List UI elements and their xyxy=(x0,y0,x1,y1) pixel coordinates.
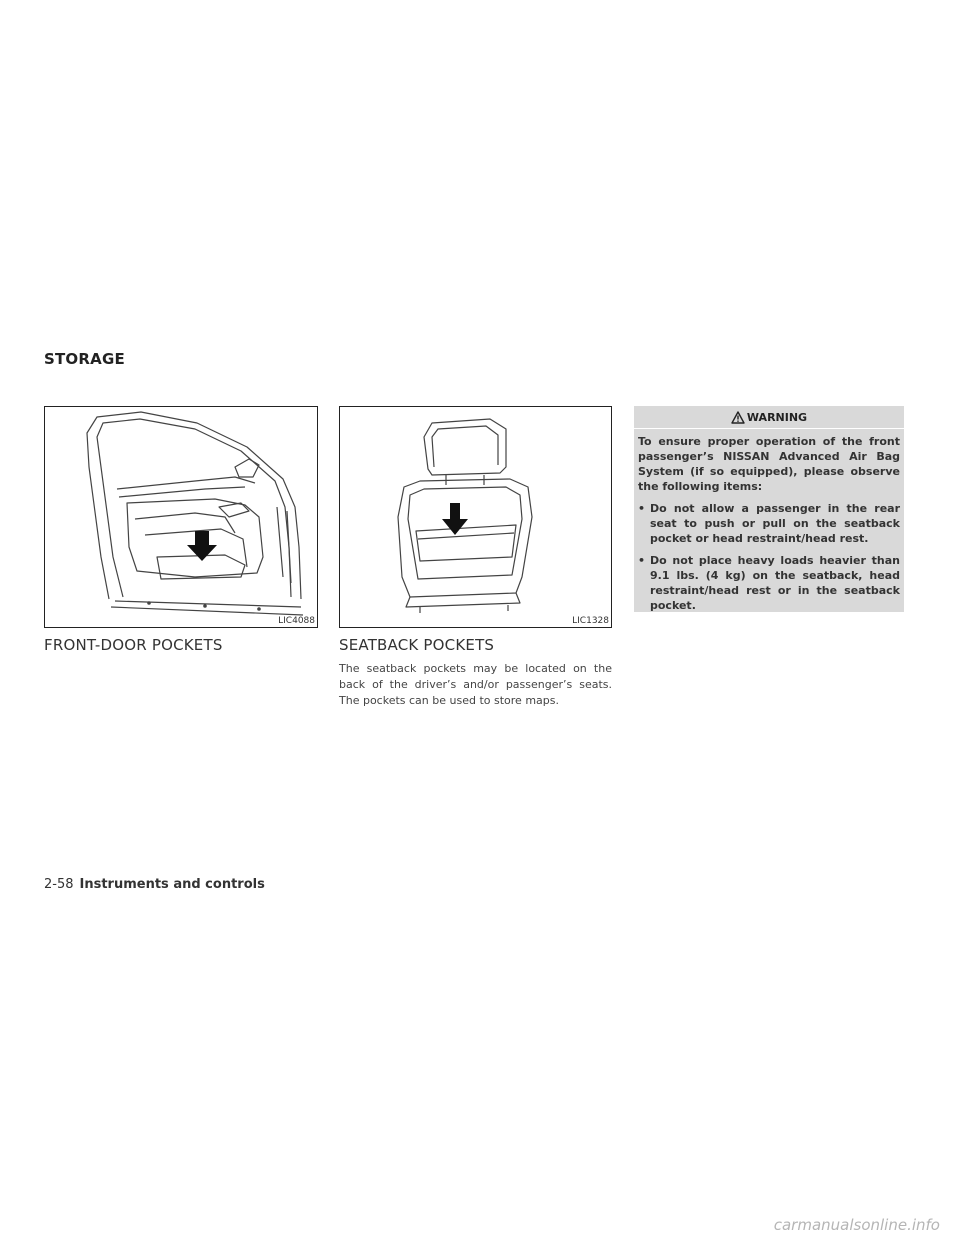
watermark: carmanualsonline.info xyxy=(773,1216,940,1234)
seatback-pockets-body: The seatback pockets may be located on the back of the driver’s and/or passenger’s seats. The pockets can be used to store maps. xyxy=(339,662,612,707)
chapter-title: Instruments and controls xyxy=(79,877,265,892)
page-number: 2-58 xyxy=(44,877,74,892)
figure-code: LIC4088 xyxy=(278,616,315,626)
front-door-pocket-illustration xyxy=(45,407,317,627)
figure-code: LIC1328 xyxy=(572,616,609,626)
warning-header xyxy=(634,406,904,429)
list-item: • Do not place heavy loads heavier than 9.1 lbs. (4 kg) on the seatback, head restraint/head rest or in the seatback pocket. xyxy=(638,554,900,612)
warning-list xyxy=(638,501,900,613)
front-door-figure xyxy=(44,406,318,628)
bullet-icon: • xyxy=(638,502,646,515)
bullet-icon: • xyxy=(638,554,646,567)
list-item: • Do not allow a passenger in the rear seat to push or pull on the seatback pocket or head restraint/head rest. xyxy=(638,502,900,545)
warning-title: WARNING xyxy=(746,410,808,424)
warning-triangle-icon xyxy=(731,411,745,424)
page-footer xyxy=(44,877,265,892)
warning-box xyxy=(634,406,904,612)
section-title: STORAGE xyxy=(44,350,125,368)
seatback-pocket-illustration xyxy=(340,407,611,627)
front-door-pockets-heading: FRONT-DOOR POCKETS xyxy=(44,636,223,654)
warning-intro: To ensure proper operation of the front passenger’s NISSAN Advanced Air Bag System (if so equipped), please observe the following items: xyxy=(638,435,900,493)
seatback-figure xyxy=(339,406,612,628)
seatback-pockets-heading: SEATBACK POCKETS xyxy=(339,636,495,654)
